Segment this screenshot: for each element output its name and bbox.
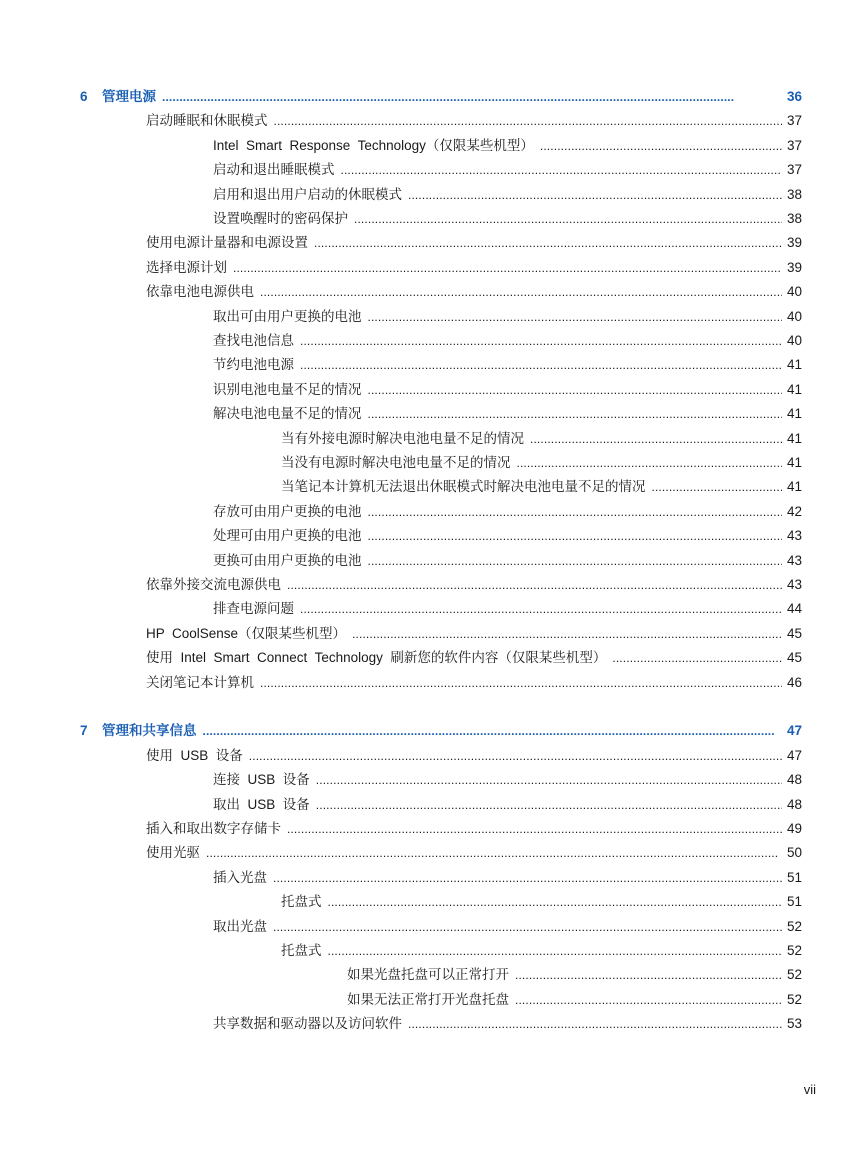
toc-page-number: 37	[786, 162, 802, 177]
toc-page-number: 37	[786, 113, 802, 128]
toc-page-number: 51	[786, 894, 802, 909]
toc-entry[interactable]	[213, 331, 802, 351]
toc-entry-title: 存放可由用户更换的电池	[213, 504, 362, 519]
toc-page-number: 43	[786, 528, 802, 543]
toc-page-number: 38	[786, 187, 802, 202]
toc-entry[interactable]	[347, 965, 802, 985]
dot-leader	[300, 331, 782, 351]
toc-entry[interactable]	[213, 795, 802, 815]
toc-entry-title: 依靠电池电源供电	[146, 284, 254, 299]
toc-entry[interactable]	[146, 819, 802, 839]
dot-leader	[341, 160, 783, 180]
toc-entry-title: HP CoolSense（仅限某些机型）	[146, 626, 347, 641]
chapter-number: 6	[80, 89, 88, 104]
toc-entry[interactable]	[213, 770, 802, 790]
toc-entry[interactable]	[213, 209, 802, 229]
dot-leader	[517, 453, 783, 473]
toc-entry-title: 查找电池信息	[213, 333, 294, 348]
toc-entry-title: 使用光驱	[146, 845, 200, 860]
toc-entry-title: 启动和退出睡眠模式	[213, 162, 335, 177]
dot-leader	[328, 892, 783, 912]
toc-entry[interactable]	[146, 673, 802, 693]
toc-entry-title: 启动睡眠和休眠模式	[146, 113, 268, 128]
toc-entry[interactable]	[146, 746, 802, 766]
dot-leader	[352, 624, 782, 644]
toc-entry-title: 启用和退出用户启动的休眠模式	[213, 187, 402, 202]
chapter-number: 7	[80, 723, 88, 738]
toc-entry-title: 当笔记本计算机无法退出休眠模式时解决电池电量不足的情况	[281, 479, 646, 494]
dot-leader	[530, 429, 782, 449]
toc-entry-title: 选择电源计划	[146, 260, 227, 275]
toc-entry[interactable]	[146, 258, 802, 278]
toc-entry[interactable]	[213, 307, 802, 327]
toc-page-number: 40	[786, 333, 802, 348]
toc-entry[interactable]	[213, 917, 802, 937]
dot-leader	[515, 990, 782, 1010]
toc-page-number: 41	[786, 431, 802, 446]
dot-leader	[515, 965, 782, 985]
toc-page-number: 36	[786, 89, 802, 104]
dot-leader	[260, 673, 782, 693]
toc-entry-title: 解决电池电量不足的情况	[213, 406, 362, 421]
toc-entry[interactable]	[281, 453, 802, 473]
toc-page-number: 40	[786, 309, 802, 324]
toc-page-number: 38	[786, 211, 802, 226]
dot-leader	[287, 819, 782, 839]
toc-entry-title: 设置唤醒时的密码保护	[213, 211, 348, 226]
toc-page-number: 43	[786, 553, 802, 568]
dot-leader	[287, 575, 782, 595]
dot-leader	[368, 526, 783, 546]
toc-entry[interactable]	[213, 404, 802, 424]
toc-entry-title: 处理可由用户更换的电池	[213, 528, 362, 543]
toc-page-number: 39	[786, 260, 802, 275]
dot-leader	[328, 941, 783, 961]
toc-entry-title: 连接 USB 设备	[213, 772, 310, 787]
toc-entry[interactable]	[213, 160, 802, 180]
toc-entry[interactable]	[281, 477, 802, 497]
toc-entry-title: 如果无法正常打开光盘托盘	[347, 992, 509, 1007]
toc-entry-title: 共享数据和驱动器以及访问软件	[213, 1016, 402, 1031]
toc-entry[interactable]	[146, 648, 802, 668]
toc-entry[interactable]	[146, 233, 802, 253]
dot-leader	[203, 721, 783, 741]
dot-leader	[316, 795, 782, 815]
dot-leader	[260, 282, 782, 302]
toc-entry-title: 管理和共享信息	[102, 723, 197, 738]
toc-page-number: 48	[786, 797, 802, 812]
toc-page-number: 45	[786, 626, 802, 641]
toc-page-number: 47	[786, 748, 802, 763]
toc-page-number: 41	[786, 357, 802, 372]
toc-entry-title: 依靠外接交流电源供电	[146, 577, 281, 592]
dot-leader	[274, 111, 783, 131]
toc-entry[interactable]	[146, 282, 802, 302]
dot-leader	[273, 917, 782, 937]
toc-page-number: 53	[786, 1016, 802, 1031]
toc-entry[interactable]	[146, 111, 802, 131]
toc-page-number: 50	[786, 845, 802, 860]
page-number: vii	[803, 1082, 816, 1097]
toc-entry-title: 使用 Intel Smart Connect Technology 刷新您的软件内容（仅限某些机型）	[146, 650, 607, 665]
toc-entry[interactable]	[213, 599, 802, 619]
toc-entry[interactable]	[213, 1014, 802, 1034]
toc-entry-title: 当没有电源时解决电池电量不足的情况	[281, 455, 511, 470]
dot-leader	[368, 307, 783, 327]
toc-entry[interactable]	[347, 990, 802, 1010]
dot-leader	[368, 404, 783, 424]
dot-leader	[612, 648, 782, 668]
dot-leader	[300, 355, 782, 375]
toc-entry[interactable]	[213, 551, 802, 571]
toc-entry[interactable]	[213, 868, 802, 888]
toc-page-number: 42	[786, 504, 802, 519]
dot-leader	[652, 477, 783, 497]
toc-page-number: 37	[786, 138, 802, 153]
toc-entry-title: 排查电源问题	[213, 601, 294, 616]
toc-entry-title: 插入和取出数字存储卡	[146, 821, 281, 836]
toc-entry-title: 取出 USB 设备	[213, 797, 310, 812]
dot-leader	[300, 599, 782, 619]
toc-entry[interactable]	[213, 526, 802, 546]
toc-page-number: 46	[786, 675, 802, 690]
toc-entry-title: Intel Smart Response Technology（仅限某些机型）	[213, 138, 534, 153]
toc-entry-title: 识别电池电量不足的情况	[213, 382, 362, 397]
toc-page-number: 52	[786, 919, 802, 934]
toc-page-number: 45	[786, 650, 802, 665]
toc-chapter-entry[interactable]	[80, 87, 802, 107]
toc-page-number: 41	[786, 479, 802, 494]
toc-page-number: 40	[786, 284, 802, 299]
toc-entry[interactable]	[213, 502, 802, 522]
toc-page-number: 52	[786, 992, 802, 1007]
toc-entry-title: 托盘式	[281, 894, 322, 909]
dot-leader	[408, 1014, 782, 1034]
toc-page-number: 52	[786, 967, 802, 982]
dot-leader	[206, 843, 782, 863]
toc-page-number: 44	[786, 601, 802, 616]
toc-entry[interactable]	[213, 136, 802, 156]
toc-entry-title: 关闭笔记本计算机	[146, 675, 254, 690]
dot-leader	[368, 551, 783, 571]
dot-leader	[273, 868, 782, 888]
toc-page-number: 52	[786, 943, 802, 958]
dot-leader	[162, 87, 782, 107]
toc-entry-title: 当有外接电源时解决电池电量不足的情况	[281, 431, 524, 446]
toc-entry[interactable]	[281, 892, 802, 912]
dot-leader	[249, 746, 782, 766]
toc-entry-title: 取出光盘	[213, 919, 267, 934]
toc-page-number: 43	[786, 577, 802, 592]
dot-leader	[354, 209, 782, 229]
dot-leader	[540, 136, 782, 156]
toc-entry[interactable]	[146, 843, 802, 863]
toc-entry[interactable]	[281, 941, 802, 961]
dot-leader	[368, 502, 783, 522]
toc-entry-title: 使用 USB 设备	[146, 748, 243, 763]
toc-page-number: 49	[786, 821, 802, 836]
toc-entry-title: 插入光盘	[213, 870, 267, 885]
toc-page-number: 39	[786, 235, 802, 250]
toc-entry-title: 更换可由用户更换的电池	[213, 553, 362, 568]
toc-entry-title: 使用电源计量器和电源设置	[146, 235, 308, 250]
toc-entry-title: 托盘式	[281, 943, 322, 958]
toc-page-number: 51	[786, 870, 802, 885]
toc-chapter-entry[interactable]	[80, 721, 802, 741]
toc-entry[interactable]	[213, 355, 802, 375]
toc-entry[interactable]	[213, 185, 802, 205]
dot-leader	[316, 770, 782, 790]
toc-page-number: 48	[786, 772, 802, 787]
toc-entry-title: 如果光盘托盘可以正常打开	[347, 967, 509, 982]
toc-entry[interactable]	[213, 380, 802, 400]
toc-entry-title: 管理电源	[102, 89, 156, 104]
toc-page-number: 41	[786, 455, 802, 470]
dot-leader	[314, 233, 782, 253]
toc-entry-title: 取出可由用户更换的电池	[213, 309, 362, 324]
toc-entry[interactable]	[146, 575, 802, 595]
toc-page-number: 41	[786, 406, 802, 421]
toc-entry[interactable]	[146, 624, 802, 644]
dot-leader	[408, 185, 782, 205]
dot-leader	[368, 380, 783, 400]
toc-entry-title: 节约电池电源	[213, 357, 294, 372]
toc-entry[interactable]	[281, 429, 802, 449]
toc-page-number: 41	[786, 382, 802, 397]
toc-page-number: 47	[786, 723, 802, 738]
dot-leader	[233, 258, 782, 278]
